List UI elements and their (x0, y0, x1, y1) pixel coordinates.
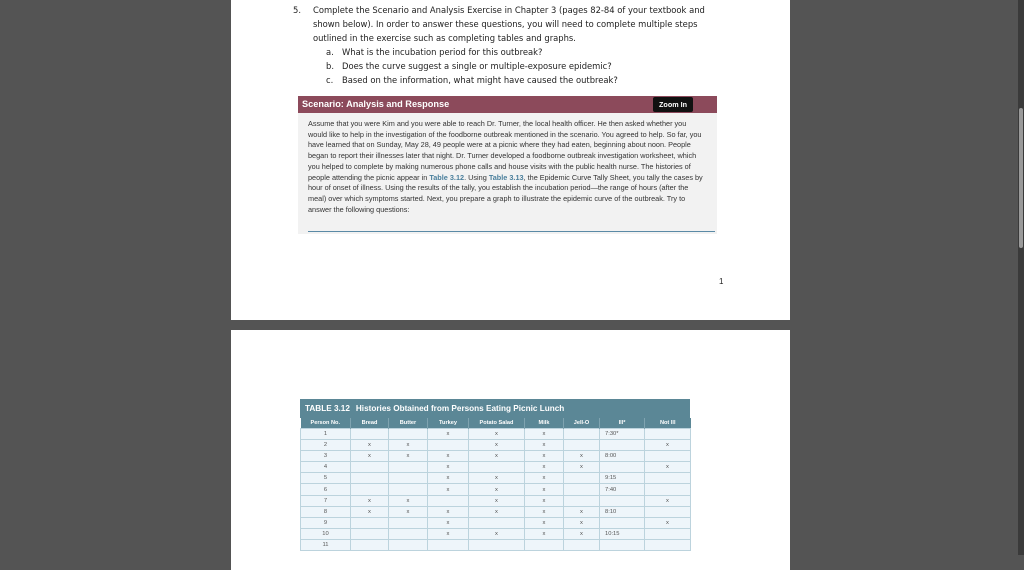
column-header: Jell-O (564, 418, 600, 429)
table-cell: x (525, 462, 564, 473)
table-cell: x (428, 473, 469, 484)
column-header: Butter (389, 418, 428, 429)
table-cell: x (428, 528, 469, 539)
table-cell: x (525, 506, 564, 517)
vertical-scrollbar[interactable] (1018, 0, 1024, 555)
column-header: Not Ill (645, 418, 691, 429)
table-cell (351, 462, 389, 473)
table-cell (389, 517, 428, 528)
table-cell (564, 484, 600, 495)
scenario-divider (308, 231, 715, 232)
table-cell (600, 539, 645, 550)
scenario-text-part: , the Epidemic Curve Tally Sheet, you tally the cases by hour of onset of illness. Using the results of the tally, you establish the incubation period—the range of hours (after the meal) over which symptoms started. Next, you prepare a graph to illustrate the epidemic curve of the outbreak. Try to answer the following questions: (308, 172, 703, 214)
table-cell (351, 517, 389, 528)
table-cell: 4 (301, 462, 351, 473)
table-cell (469, 462, 525, 473)
table-cell: x (469, 473, 525, 484)
table-row (301, 473, 691, 484)
table-row (301, 517, 691, 528)
table-cell: 6 (301, 484, 351, 495)
table-cell (600, 440, 645, 451)
table-cell (389, 429, 428, 440)
table-cell (645, 528, 691, 539)
table-cell (351, 429, 389, 440)
table-cell: 1 (301, 429, 351, 440)
table-cell: x (469, 451, 525, 462)
table-cell: x (564, 528, 600, 539)
table-cell (389, 484, 428, 495)
table-cell (351, 484, 389, 495)
table-row (301, 462, 691, 473)
table-cell: x (428, 517, 469, 528)
table-cell: x (564, 462, 600, 473)
table-cell: x (525, 517, 564, 528)
table-cell (645, 473, 691, 484)
column-header: Milk (525, 418, 564, 429)
table-cell: 8 (301, 506, 351, 517)
table-cell: x (351, 451, 389, 462)
table-cell: x (564, 451, 600, 462)
table-cell: x (351, 506, 389, 517)
column-header: Person No. (301, 418, 351, 429)
table-cell: x (389, 440, 428, 451)
sub-letter: b. (326, 61, 334, 71)
scenario-title: Scenario: Analysis and Response (302, 99, 450, 109)
sub-text: What is the incubation period for this outbreak? (342, 47, 543, 57)
table-cell: 11 (301, 539, 351, 550)
table-cell: 7:40 (600, 484, 645, 495)
table-row (301, 451, 691, 462)
table-header-row (301, 418, 691, 429)
table-cell (389, 462, 428, 473)
table-cell (600, 517, 645, 528)
table-cell: x (645, 495, 691, 506)
table-cell (645, 451, 691, 462)
table-cell (389, 473, 428, 484)
table-cell: x (525, 484, 564, 495)
table-cell: x (389, 495, 428, 506)
table-cell: 3 (301, 451, 351, 462)
table-title (300, 399, 690, 418)
table-cell: 9 (301, 517, 351, 528)
table-cell: x (469, 440, 525, 451)
table-cell: x (428, 506, 469, 517)
question-text: Complete the Scenario and Analysis Exercise in Chapter 3 (pages 82-84 of your textbook and shown below). In order to answer these questions, you will need to complete multiple steps outlined in the exercise such as completing tables and graphs. (313, 5, 705, 43)
table-row (301, 539, 691, 550)
table-cell (564, 429, 600, 440)
sub-text: Does the curve suggest a single or multiple-exposure epidemic? (342, 61, 612, 71)
table-cell: 9:15 (600, 473, 645, 484)
table-cell (564, 539, 600, 550)
column-header: Bread (351, 418, 389, 429)
table-cell (645, 539, 691, 550)
table-3-12-link[interactable]: Table 3.12 (429, 172, 465, 182)
table-number: TABLE 3.12 (305, 404, 350, 413)
table-cell (428, 495, 469, 506)
table-cell (469, 517, 525, 528)
table-row (301, 528, 691, 539)
table-cell: 8:10 (600, 506, 645, 517)
table-cell (564, 440, 600, 451)
table-cell: 7 (301, 495, 351, 506)
table-cell: x (564, 506, 600, 517)
table-cell: x (525, 440, 564, 451)
sub-letter: a. (326, 47, 334, 57)
table-cell: x (389, 451, 428, 462)
table-row (301, 495, 691, 506)
table-cell: x (469, 484, 525, 495)
table-cell (428, 440, 469, 451)
column-header: Ill* (600, 418, 645, 429)
table-cell: x (645, 517, 691, 528)
table-cell: x (469, 506, 525, 517)
table-cell (645, 506, 691, 517)
table-cell: x (525, 451, 564, 462)
table-cell: 10 (301, 528, 351, 539)
table-cell: 10:15 (600, 528, 645, 539)
table-cell (351, 528, 389, 539)
table-cell: 8:00 (600, 451, 645, 462)
table-cell: x (428, 462, 469, 473)
table-cell (600, 462, 645, 473)
sub-letter: c. (326, 75, 334, 85)
table-cell (389, 528, 428, 539)
table-cell: x (351, 495, 389, 506)
table-cell: x (564, 517, 600, 528)
table-cell: x (525, 429, 564, 440)
table-cell: x (428, 429, 469, 440)
table-cell (428, 539, 469, 550)
table-row (301, 429, 691, 440)
scenario-text (298, 113, 717, 215)
scenario-header (298, 96, 717, 113)
table-cell: 5 (301, 473, 351, 484)
zoom-in-button[interactable]: Zoom In (653, 97, 693, 112)
table-3-13-link[interactable]: Table 3.13 (488, 172, 524, 182)
question-5 (293, 3, 733, 87)
sub-question-b (326, 59, 733, 73)
table-cell (351, 539, 389, 550)
table-cell (645, 429, 691, 440)
table-cell (389, 539, 428, 550)
sub-question-a (326, 45, 733, 59)
table-cell (525, 539, 564, 550)
table-row (301, 484, 691, 495)
table-row (301, 506, 691, 517)
scrollbar-thumb[interactable] (1019, 108, 1023, 248)
question-number: 5. (293, 5, 301, 15)
table-cell: x (469, 429, 525, 440)
table-3-12 (300, 399, 690, 551)
table-cell: x (351, 440, 389, 451)
table-cell: x (525, 473, 564, 484)
table-cell: x (469, 528, 525, 539)
table-cell: x (428, 451, 469, 462)
table-cell: x (525, 528, 564, 539)
table-cell (645, 484, 691, 495)
scenario-text-part: Assume that you were Kim and you were able to reach Dr. Turner, the local health officer. He then asked whether you would like to help in the investigation of the foodborne outbreak mentioned in the scenario. You agreed to help. So far, you have learned that on Sunday, May 28, 49 people were at a picnic where they had eaten, beginning about noon. People began to report their illnesses later that night. Dr. Turner developed a foodborne outbreak investigation worksheet, which you helped to complete by making numerous phone calls and house visits with the public health nurse. The histories of people attending the picnic appear in (308, 119, 702, 182)
table-cell (564, 473, 600, 484)
table-cell: x (525, 495, 564, 506)
table-cell (469, 539, 525, 550)
document-page-2 (231, 330, 790, 570)
table-cell: 7:30* (600, 429, 645, 440)
table-cell (564, 495, 600, 506)
table-cell (351, 473, 389, 484)
table-cell: x (389, 506, 428, 517)
scenario-text-part: . Using (464, 172, 489, 182)
column-header: Turkey (428, 418, 469, 429)
document-page-1 (231, 0, 790, 320)
sub-question-c (326, 73, 733, 87)
table-cell: 2 (301, 440, 351, 451)
table-cell (600, 495, 645, 506)
table-caption: Histories Obtained from Persons Eating Picnic Lunch (355, 404, 565, 413)
page-number: 1 (719, 277, 724, 286)
table-cell: x (645, 462, 691, 473)
table-cell: x (428, 484, 469, 495)
column-header: Potato Salad (469, 418, 525, 429)
histories-table (300, 418, 691, 551)
table-body (301, 429, 691, 551)
table-cell: x (645, 440, 691, 451)
sub-text: Based on the information, what might have caused the outbreak? (342, 75, 618, 85)
table-row (301, 440, 691, 451)
scenario-box (298, 96, 717, 234)
table-cell: x (469, 495, 525, 506)
